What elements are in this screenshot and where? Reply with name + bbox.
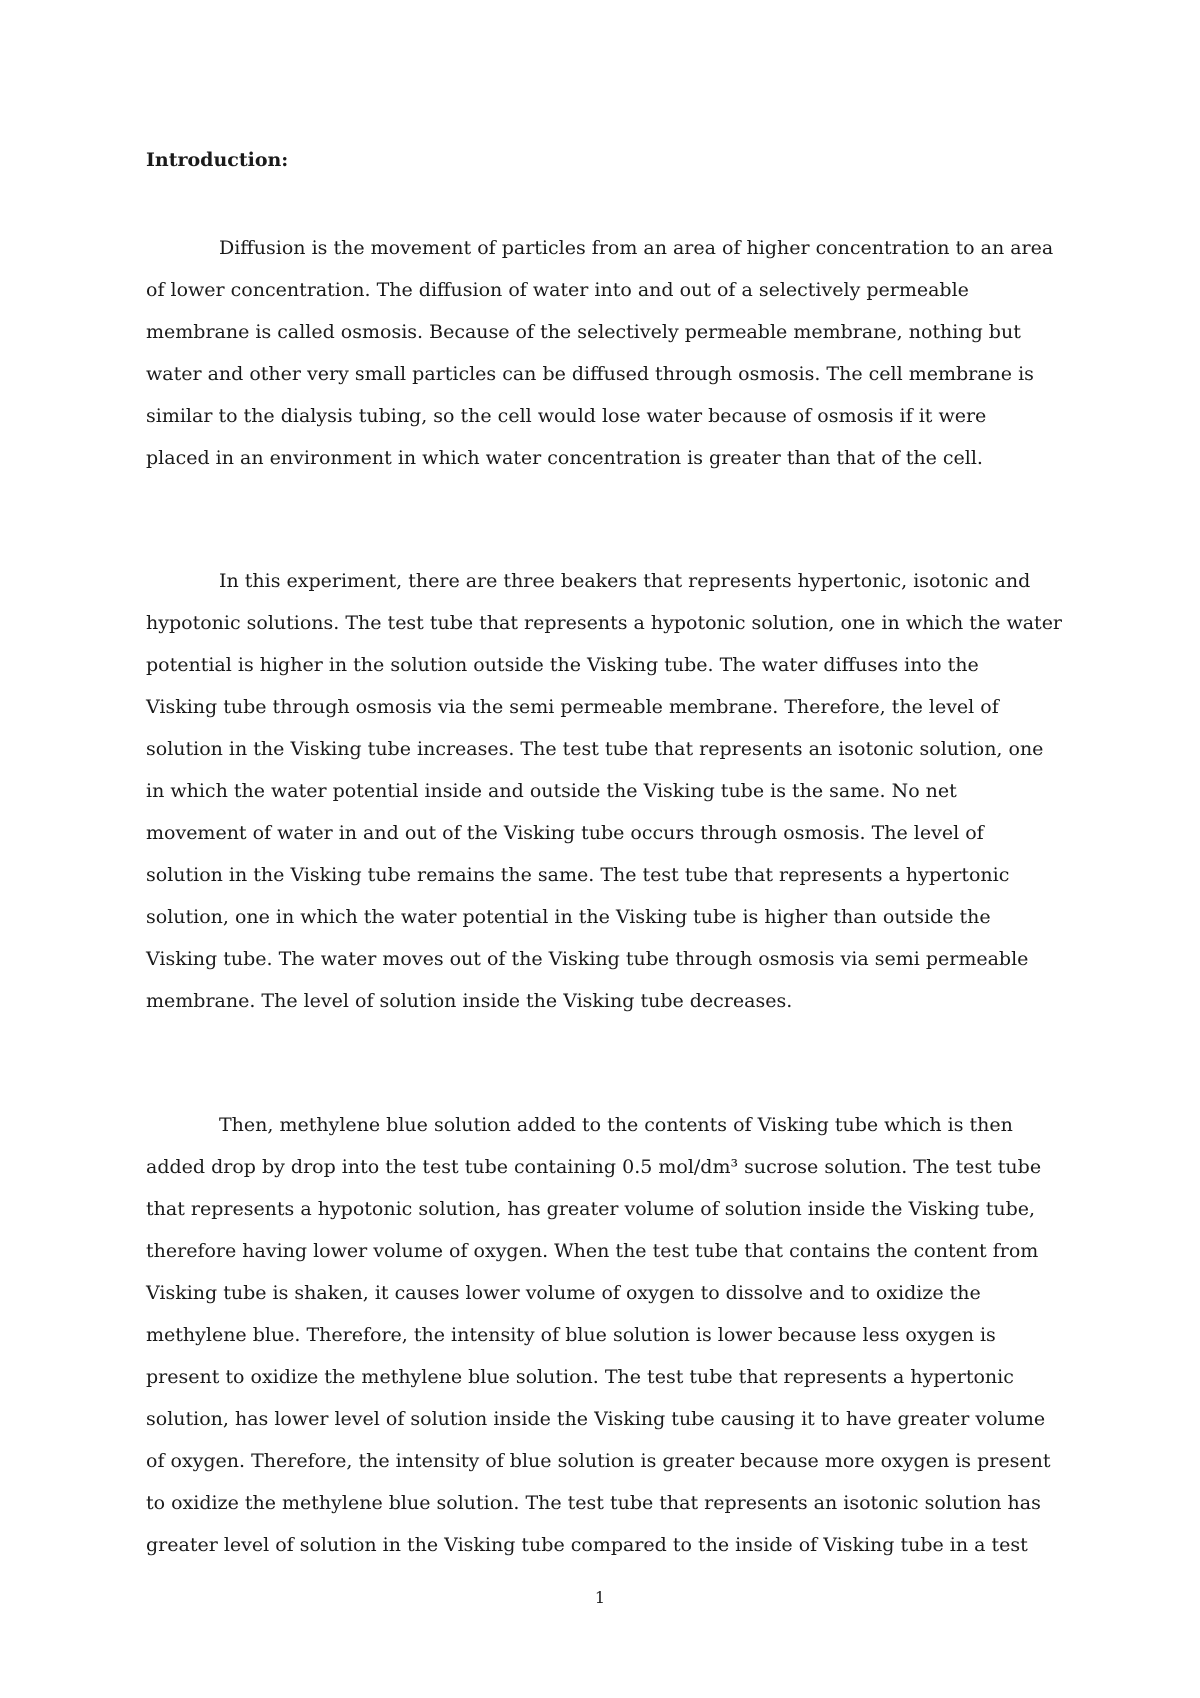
paragraph-line: that represents a hypotonic solution, has greater volume of solution inside the Visking tube, [146, 1198, 1036, 1220]
paragraph-line: similar to the dialysis tubing, so the cell would lose water because of osmosis if it were [146, 405, 987, 427]
paragraph-line: potential is higher in the solution outside the Visking tube. The water diffuses into the [146, 654, 979, 676]
paragraph-line: of oxygen. Therefore, the intensity of blue solution is greater because more oxygen is present [146, 1450, 1051, 1472]
paragraph-line: membrane. The level of solution inside the Visking tube decreases. [146, 990, 793, 1012]
paragraph-line: water and other very small particles can be diffused through osmosis. The cell membrane is [146, 363, 1034, 385]
paragraph-line: in which the water potential inside and outside the Visking tube is the same. No net [146, 780, 957, 802]
paragraph-methylene-blue [146, 1104, 1066, 1566]
paragraph-line: Visking tube is shaken, it causes lower volume of oxygen to dissolve and to oxidize the [146, 1282, 981, 1304]
paragraph-experiment [146, 560, 1066, 1022]
paragraph-diffusion [146, 227, 1066, 479]
paragraph-line: solution, has lower level of solution inside the Visking tube causing it to have greater volume [146, 1408, 1046, 1430]
paragraph-line: hypotonic solutions. The test tube that represents a hypotonic solution, one in which the water [146, 612, 1063, 634]
paragraph-line: greater level of solution in the Visking tube compared to the inside of Visking tube in a test [146, 1534, 1028, 1556]
paragraph-line: Diffusion is the movement of particles from an area of higher concentration to an area [219, 237, 1054, 259]
page-number: 1 [594, 1588, 606, 1607]
paragraph-line: Visking tube through osmosis via the semi permeable membrane. Therefore, the level of [146, 696, 999, 718]
paragraph-line: therefore having lower volume of oxygen. When the test tube that contains the content from [146, 1240, 1039, 1262]
paragraph-line: added drop by drop into the test tube containing 0.5 mol/dm³ sucrose solution. The test tube [146, 1156, 1042, 1178]
paragraph-line: membrane is called osmosis. Because of the selectively permeable membrane, nothing but [146, 321, 1021, 343]
paragraph-line: movement of water in and out of the Visking tube occurs through osmosis. The level of [146, 822, 984, 844]
paragraph-line: solution in the Visking tube remains the same. The test tube that represents a hypertonic [146, 864, 1010, 886]
paragraph-line: Then, methylene blue solution added to the contents of Visking tube which is then [219, 1114, 1013, 1136]
section-heading: Introduction: [146, 149, 289, 171]
paragraph-line: methylene blue. Therefore, the intensity of blue solution is lower because less oxygen is [146, 1324, 996, 1346]
paragraph-line: solution in the Visking tube increases. The test tube that represents an isotonic solution, one [146, 738, 1044, 760]
paragraph-line: In this experiment, there are three beakers that represents hypertonic, isotonic and [219, 570, 1031, 592]
paragraph-line: present to oxidize the methylene blue solution. The test tube that represents a hypertonic [146, 1366, 1014, 1388]
paragraph-line: to oxidize the methylene blue solution. The test tube that represents an isotonic solution has [146, 1492, 1041, 1514]
paragraph-line: Visking tube. The water moves out of the Visking tube through osmosis via semi permeable [146, 948, 1029, 970]
paragraph-line: placed in an environment in which water concentration is greater than that of the cell. [146, 447, 983, 469]
paragraph-line: of lower concentration. The diffusion of water into and out of a selectively permeable [146, 279, 969, 301]
paragraph-line: solution, one in which the water potential in the Visking tube is higher than outside the [146, 906, 991, 928]
